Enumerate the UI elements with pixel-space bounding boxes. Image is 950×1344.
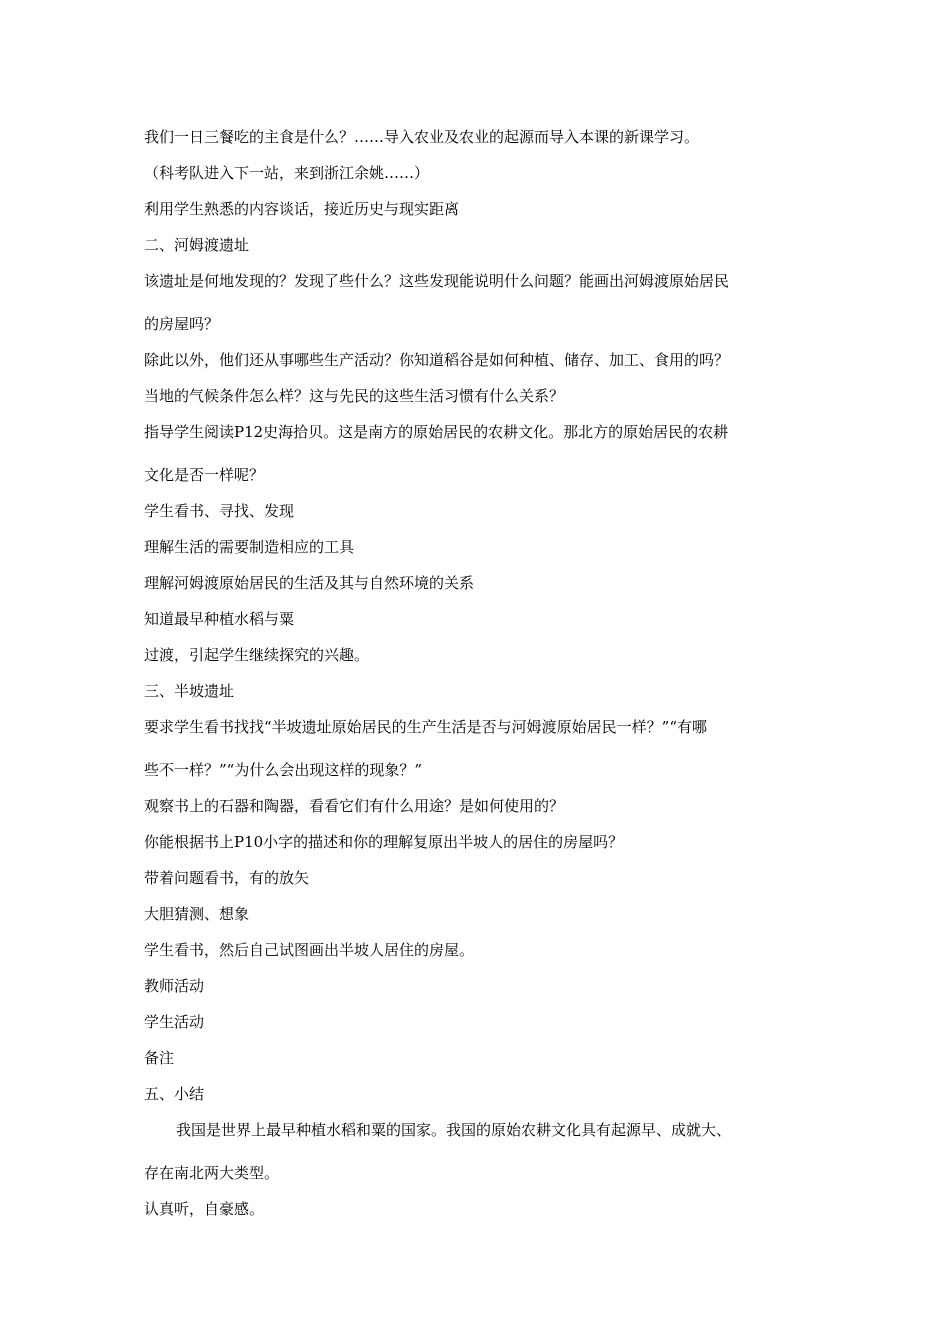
text-line-tools-observe: 观察书上的石器和陶器，看看它们有什么用途？是如何使用的？: [144, 797, 565, 815]
text-line-banpo-question-cont: 些不一样？”“为什么会出现这样的现象？”: [144, 761, 423, 779]
label-teacher-activity: 教师活动: [144, 977, 205, 995]
text-line-banpo-question: 要求学生看书找找“半坡遗址原始居民的生产生活是否与河姆渡原始居民一样？”“有哪: [144, 718, 708, 736]
text-line-imagine: 大胆猜测、想象: [144, 905, 250, 923]
text-line-expedition: （科考队进入下一站，来到浙江余姚……）: [144, 164, 430, 182]
text-line-tools: 理解生活的需要制造相应的工具: [144, 538, 355, 556]
text-line-draw-house: 学生看书，然后自己试图画出半坡人居住的房屋。: [144, 941, 475, 959]
text-line-intro-question: 我们一日三餐吃的主食是什么？……导入农业及农业的起源而导入本课的新课学习。: [144, 128, 700, 146]
text-line-note: 利用学生熟悉的内容谈话，接近历史与现实距离: [144, 200, 460, 218]
text-line-purposeful-reading: 带着问题看书，有的放矢: [144, 869, 310, 887]
text-line-listen: 认真听，自豪感。: [144, 1200, 265, 1218]
text-line-transition: 过渡，引起学生继续探究的兴趣。: [144, 646, 370, 664]
text-line-environment: 理解河姆渡原始居民的生活及其与自然环境的关系: [144, 574, 475, 592]
text-line-student-reading: 学生看书、寻找、发现: [144, 502, 295, 520]
text-line-hemudu-question: 该遗址是何地发现的？发现了些什么？这些发现能说明什么问题？能画出河姆渡原始居民: [144, 272, 730, 290]
section-heading-summary: 五、小结: [144, 1085, 205, 1103]
text-line-summary-cont: 存在南北两大类型。: [144, 1164, 280, 1182]
text-line-reading-guide-cont: 文化是否一样呢？: [144, 466, 265, 484]
text-line-house-restore: 你能根据书上P10小字的描述和你的理解复原出半坡人的居住的房屋吗？: [144, 833, 624, 851]
text-line-summary: 我国是世界上最早种植水稻和粟的国家。我国的原始农耕文化具有起源早、成就大、: [176, 1121, 732, 1139]
section-heading-hemudu: 二、河姆渡遗址: [144, 236, 250, 254]
text-line-production: 除此以外，他们还从事哪些生产活动？你知道稻谷是如何种植、储存、加工、食用的吗？: [144, 351, 730, 369]
text-line-hemudu-question-cont: 的房屋吗？: [144, 315, 220, 333]
text-line-rice-millet: 知道最早种植水稻与粟: [144, 610, 295, 628]
text-line-climate: 当地的气候条件怎么样？这与先民的这些生活习惯有什么关系？: [144, 387, 565, 405]
label-student-activity: 学生活动: [144, 1013, 205, 1031]
text-line-reading-guide: 指导学生阅读P12史海拾贝。这是南方的原始居民的农耕文化。那北方的原始居民的农耕: [144, 423, 729, 441]
label-remarks: 备注: [144, 1049, 175, 1067]
section-heading-banpo: 三、半坡遗址: [144, 682, 235, 700]
